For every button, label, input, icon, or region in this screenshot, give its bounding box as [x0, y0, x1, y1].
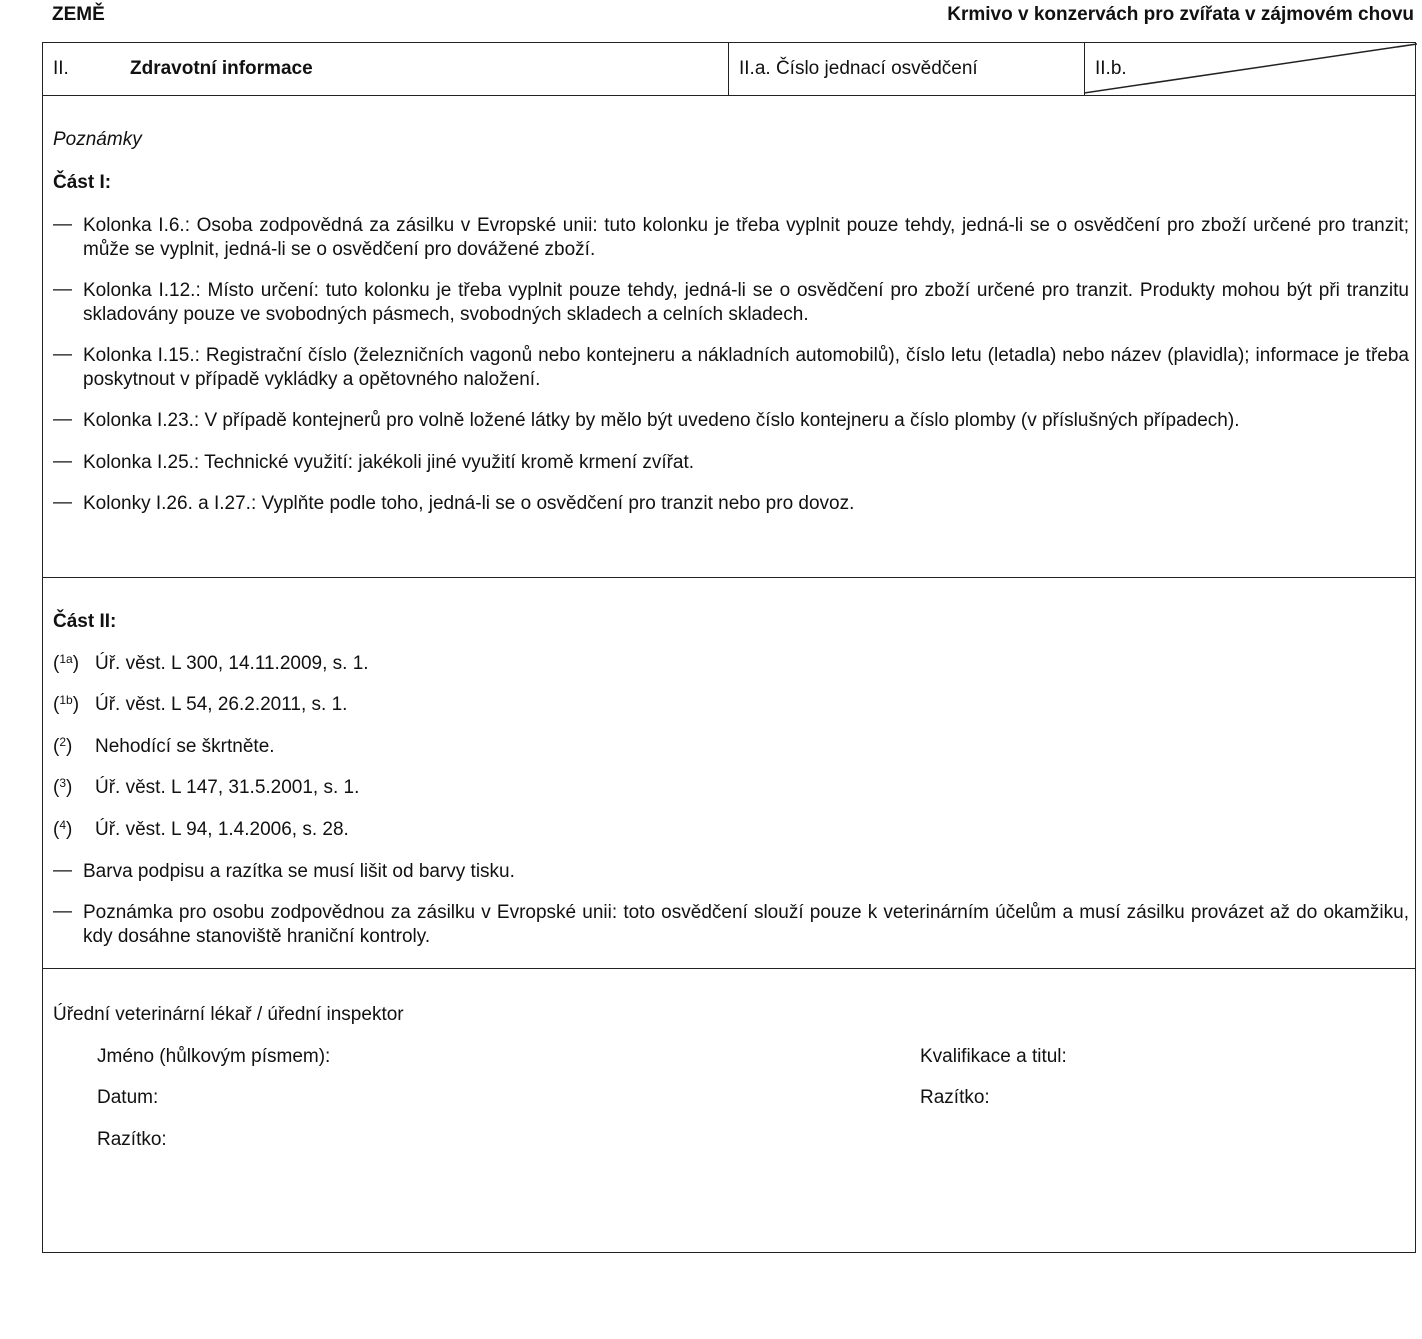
section-number: II. [53, 58, 69, 79]
list-item: — Kolonka I.23.: V případě kontejnerů pro volně ložené látky by mělo být uvedeno číslo kontejneru a číslo plomby (v příslušných případech). [53, 409, 1240, 431]
signature-section [43, 968, 1415, 1252]
name-field-label: Jméno (hůlkovým písmem): [97, 1046, 331, 1067]
list-item: — Kolonka I.6.: Osoba zodpovědná za zásilku v Evropské unii: tuto kolonku je třeba vyplnit pouze tehdy, jedná-li se o osvědčení pro zboží určené pro tranzit; může se vyplnit, jedná-li se o osvědčení pro dovážené zboží. [53, 214, 1409, 260]
stamp-field-label: Razítko: [920, 1087, 990, 1108]
notes-heading: Poznámky [53, 129, 142, 150]
certificate-frame [42, 42, 1416, 1253]
part2-title: Část II: [53, 611, 117, 632]
iib-label: II.b. [1095, 58, 1127, 79]
date-field-label: Datum: [97, 1087, 159, 1108]
iib-diagonal-line [1084, 43, 1417, 95]
footnote-item: ($^3$) Úř. věst. L 147, 31.5.2001, s. 1. [53, 776, 360, 798]
section-title: Zdravotní informace [130, 58, 313, 79]
document-title: Krmivo v konzervách pro zvířata v zájmovém chovu [947, 4, 1414, 25]
footnote-item: ($^4$) Úř. věst. L 94, 1.4.2006, s. 28. [53, 818, 349, 840]
notes-part2-section [43, 577, 1415, 969]
list-item: — Kolonka I.15.: Registrační číslo (železničních vagonů nebo kontejneru a nákladních automobilů), číslo letu (letadla) nebo název (plavidla); informace je třeba poskytnout v případě vykládky a opětovného naložení. [53, 344, 1409, 390]
notes-part1-section [43, 95, 1415, 578]
official-label: Úřední veterinární lékař / úřední inspektor [53, 1004, 404, 1025]
list-item: — Poznámka pro osobu zodpovědnou za zásilku v Evropské unii: toto osvědčení slouží pouze k veterinárním účelům a musí zásilku provázet až do okamžiku, kdy dosáhne stanoviště hraniční kontroly. [53, 901, 1409, 947]
footnote-item: ($^{1a}$) Úř. věst. L 300, 14.11.2009, s. 1. [53, 652, 369, 674]
country-label: ZEMĚ [52, 4, 105, 25]
reference-number-label: II.a. Číslo jednací osvědčení [739, 58, 978, 79]
table-header-row [43, 43, 1415, 96]
part1-title: Část I: [53, 172, 112, 193]
list-item: — Kolonka I.25.: Technické využití: jakékoli jiné využití kromě krmení zvířat. [53, 451, 695, 473]
list-item: — Barva podpisu a razítka se musí lišit od barvy tisku. [53, 860, 515, 882]
footnote-item: ($^2$) Nehodící se škrtněte. [53, 735, 275, 757]
qualification-field-label: Kvalifikace a titul: [920, 1046, 1067, 1067]
stamp-field-label: Razítko: [97, 1129, 167, 1150]
list-item: — Kolonky I.26. a I.27.: Vyplňte podle toho, jedná-li se o osvědčení pro tranzit nebo pro dovoz. [53, 492, 855, 514]
header-divider [728, 43, 729, 95]
footnote-item: ($^{1b}$) Úř. věst. L 54, 26.2.2011, s. 1. [53, 693, 348, 715]
list-item: — Kolonka I.12.: Místo určení: tuto kolonku je třeba vyplnit pouze tehdy, jedná-li se o osvědčení pro zboží určené pro tranzit. Produkty mohou být při tranzitu skladovány pouze ve svobodných pásmech, svobodných skladech a celních skladech. [53, 279, 1409, 325]
